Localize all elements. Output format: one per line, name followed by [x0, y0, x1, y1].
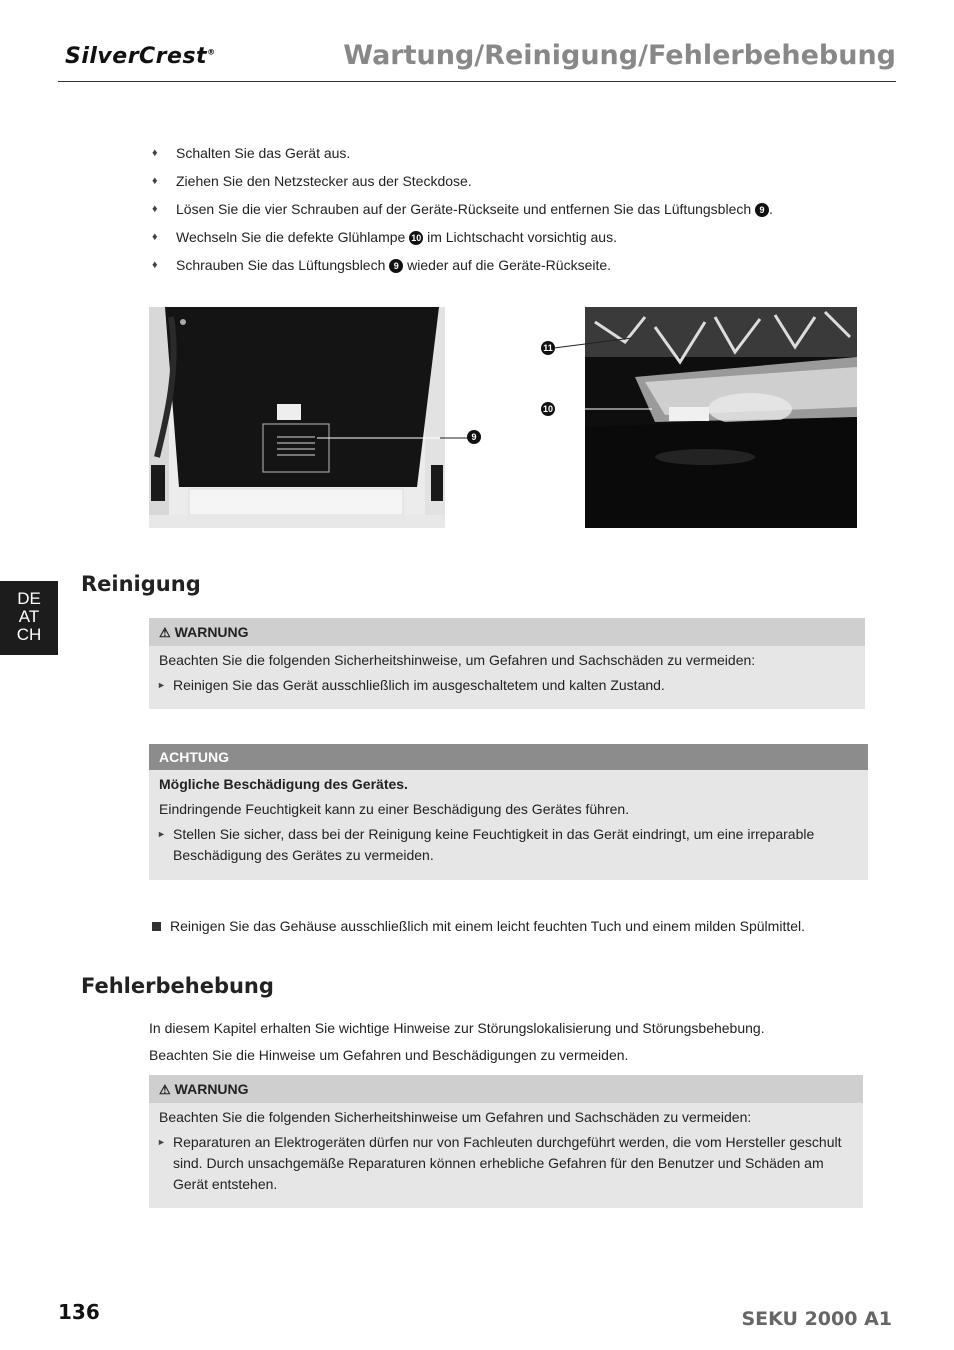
callout-leaders — [552, 330, 662, 420]
model-name: SEKU 2000 A1 — [741, 1308, 892, 1330]
diamond-bullet-icon: ♦ — [152, 203, 158, 215]
diamond-bullet-icon: ♦ — [152, 147, 158, 159]
square-bullet-icon — [152, 922, 161, 931]
warning-box: ⚠ WARNUNG Beachten Sie die folgenden Sicherheitshinweise um Gefahren und Sachschäden zu vermeiden: ► Reparaturen an Elektrogeräten dürfen nur von Fachleuten durchgeführt werden, die vom Hersteller geschult sind. Durch unsachgemäße Reparaturen können erhebliche Gefahren für den Benutzer und Schäden am Gerät entstehen. — [149, 1075, 863, 1208]
caution-box: ACHTUNG Mögliche Beschädigung des Gerätes. Eindringende Feuchtigkeit kann zu einer Beschädigung des Gerätes führen. ► Stellen Sie sicher, dass bei der Reinigung keine Feuchtigkeit in das Gerät eindringt, um eine irreparable Beschädigung des Gerätes zu vermeiden. — [149, 744, 868, 880]
diamond-bullet-icon: ♦ — [152, 175, 158, 187]
callout-badge: 10 — [542, 404, 553, 414]
warning-header: ⚠ WARNUNG — [149, 1075, 863, 1103]
reference-badge: 9 — [389, 259, 403, 273]
warning-header: ⚠ WARNUNG — [149, 618, 865, 646]
arrow-list-item: ► Stellen Sie sicher, dass bei der Reinigung keine Feuchtigkeit in das Gerät eindringt, um eine irreparable Beschädigung des Gerätes zu vermeiden. — [149, 824, 868, 866]
list-item: ♦ Schrauben Sie das Lüftungsblech 9 wieder auf die Geräte-Rückseite. — [152, 257, 612, 273]
section-heading-fehlerbehebung: Fehlerbehebung — [81, 974, 274, 998]
header-divider — [58, 81, 896, 82]
reference-badge: 10 — [411, 233, 422, 243]
arrow-list-item: ► Reparaturen an Elektrogeräten dürfen nur von Fachleuten durchgeführt werden, die vom Hersteller geschult sind. Durch unsachgemäße Reparaturen können erhebliche Gefahren für den Benutzer und Schäden am Gerät entstehen. — [149, 1132, 863, 1195]
warning-triangle-icon: ⚠ — [159, 1082, 171, 1097]
arrow-list-item: ► Reinigen Sie das Gerät ausschließlich im ausgeschaltetem und kalten Zustand. — [149, 675, 865, 696]
list-item: ♦ Ziehen Sie den Netzstecker aus der Steckdose. — [152, 173, 472, 189]
cleaning-instruction: Reinigen Sie das Gehäuse ausschließlich mit einem leicht feuchten Tuch und einem milden Spülmittel. — [152, 916, 872, 936]
warning-box: ⚠ WARNUNG Beachten Sie die folgenden Sicherheitshinweise, um Gefahren und Sachschäden zu vermeiden: ► Reinigen Sie das Gerät ausschließlich im ausgeschaltetem und kalten Zustand. — [149, 618, 865, 709]
page-title: Wartung/Reinigung/Fehlerbehebung — [343, 40, 896, 71]
callout-badge: 11 — [541, 341, 555, 355]
list-item: ♦ Lösen Sie die vier Schrauben auf der Geräte-Rückseite und entfernen Sie das Lüftungsblech 9 . — [152, 201, 773, 217]
steps-list — [152, 143, 852, 283]
device-back-photo — [149, 307, 445, 528]
callout-leader — [440, 430, 490, 446]
caution-header: ACHTUNG — [149, 744, 868, 770]
list-item: ♦ Wechseln Sie die defekte Glühlampe 10 im Lichtschacht vorsichtig aus. — [152, 229, 617, 245]
language-tab: DE AT CH — [0, 581, 58, 655]
list-item: ♦ Schalten Sie das Gerät aus. — [152, 145, 351, 161]
diamond-bullet-icon: ♦ — [152, 231, 158, 243]
page-number: 136 — [58, 1300, 100, 1324]
intro-paragraph: In diesem Kapitel erhalten Sie wichtige Hinweise zur Störungslokalisierung und Störungsbehebung. — [149, 1020, 765, 1036]
reference-badge: 9 — [755, 203, 769, 217]
warning-triangle-icon: ⚠ — [159, 625, 171, 640]
section-heading-reinigung: Reinigung — [81, 572, 201, 596]
intro-paragraph: Beachten Sie die Hinweise um Gefahren und Beschädigungen zu vermeiden. — [149, 1047, 629, 1063]
diamond-bullet-icon: ♦ — [152, 259, 158, 271]
brand-logo: SilverCrest® — [65, 44, 216, 69]
callout-badge: 9 — [467, 430, 481, 444]
